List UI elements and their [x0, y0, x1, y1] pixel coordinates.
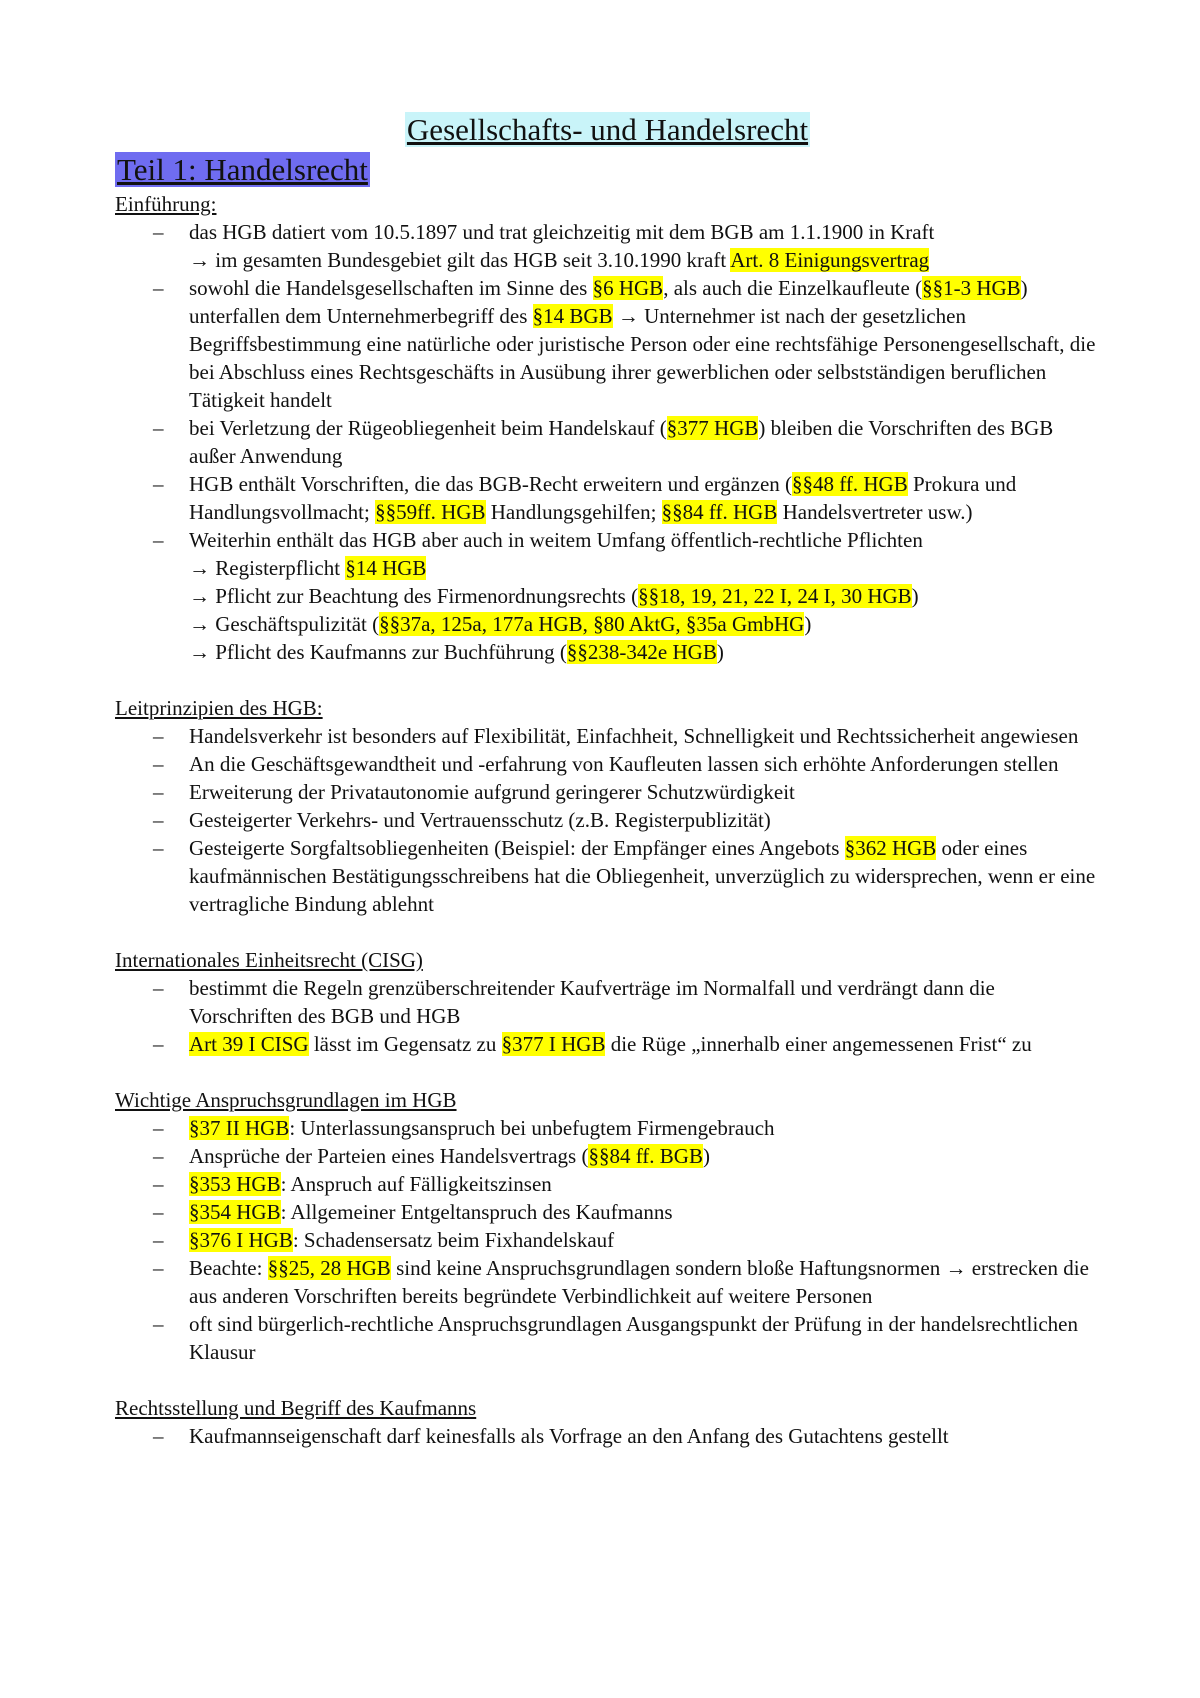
part-title: Teil 1: Handelsrecht: [117, 152, 368, 187]
list-item: – §354 HGB: Allgemeiner Entgeltanspruch des Kaufmanns: [115, 1198, 1100, 1226]
law-reference: §377 HGB: [666, 416, 759, 440]
einfuehrung-list: [115, 218, 1100, 666]
law-reference: §353 HGB: [189, 1172, 281, 1196]
law-reference: §§25, 28 HGB: [267, 1256, 391, 1280]
section-heading-anspruchsgrundlagen: Wichtige Anspruchsgrundlagen im HGB: [115, 1088, 457, 1112]
list-item: – §353 HGB: Anspruch auf Fälligkeitszinsen: [115, 1170, 1100, 1198]
law-reference: §354 HGB: [189, 1200, 281, 1224]
list-item: – Beachte: §§25, 28 HGB sind keine Anspruchsgrundlagen sondern bloße Haftungsnormen → erstrecken die aus anderen Vorschriften bereits begründete Verbindlichkeit auf weitere Personen: [115, 1254, 1100, 1310]
list-item: – §376 I HGB: Schadensersatz beim Fixhandelskauf: [115, 1226, 1100, 1254]
list-item: – bestimmt die Regeln grenzüberschreitender Kaufverträge im Normalfall und verdrängt dann die Vorschriften des BGB und HGB: [115, 974, 1100, 1030]
leitprinzipien-list: [115, 722, 1100, 918]
section-heading-einfuehrung: Einführung:: [115, 192, 217, 216]
cisg-list: [115, 974, 1100, 1058]
law-reference: §376 I HGB: [189, 1228, 293, 1252]
law-reference: §362 HGB: [844, 836, 937, 860]
sub-line: → Registerpflicht §14 HGB: [189, 556, 427, 580]
law-reference: §§18, 19, 21, 22 I, 24 I, 30 HGB: [638, 584, 912, 608]
law-reference: §§37a, 125a, 177a HGB, §80 AktG, §35a GmbHG: [379, 612, 805, 636]
law-reference: §6 HGB: [592, 276, 664, 300]
law-reference: §§48 ff. HGB: [792, 472, 908, 496]
list-item: – §37 II HGB: Unterlassungsanspruch bei unbefugtem Firmengebrauch: [115, 1114, 1100, 1142]
list-item: – An die Geschäftsgewandtheit und -erfahrung von Kaufleuten lassen sich erhöhte Anforderungen stellen: [115, 750, 1100, 778]
list-item: – bei Verletzung der Rügeobliegenheit beim Handelskauf (§377 HGB) bleiben die Vorschriften des BGB außer Anwendung: [115, 414, 1100, 470]
law-reference: §§59ff. HGB: [375, 500, 486, 524]
section-heading-leitprinzipien: Leitprinzipien des HGB:: [115, 696, 323, 720]
list-item: – HGB enthält Vorschriften, die das BGB-Recht erweitern und ergänzen (§§48 ff. HGB Prokura und Handlungsvollmacht; §§59ff. HGB Handlungsgehilfen; §§84 ff. HGB Handelsvertreter usw.): [115, 470, 1100, 526]
list-item: – Gesteigerter Verkehrs- und Vertrauensschutz (z.B. Registerpublizität): [115, 806, 1100, 834]
sub-line: → Geschäftspulizität (§§37a, 125a, 177a HGB, §80 AktG, §35a GmbHG): [189, 612, 812, 636]
list-item: – das HGB datiert vom 10.5.1897 und trat gleichzeitig mit dem BGB am 1.1.1900 in Kraft → im gesamten Bundesgebiet gilt das HGB seit 3.10.1990 kraft Art. 8 Einigungsvertrag: [115, 218, 1100, 274]
law-reference: §37 II HGB: [189, 1116, 290, 1140]
list-item: – Handelsverkehr ist besonders auf Flexibilität, Einfachheit, Schnelligkeit und Rechtssicherheit angewiesen: [115, 722, 1100, 750]
list-item: – Gesteigerte Sorgfaltsobliegenheiten (Beispiel: der Empfänger eines Angebots §362 HGB oder eines kaufmännischen Bestätigungsschreibens hat die Obliegenheit, unverzüglich zu widersprechen, wenn er eine vertragliche Bindung ablehnt: [115, 834, 1100, 918]
list-item: – Weiterhin enthält das HGB aber auch in weitem Umfang öffentlich-rechtliche Pflichten → Registerpflicht §14 HGB → Pflicht zur Beachtung des Firmenordnungsrechts (§§18, 19, 21, 22 I, 24 I, 30 HGB) → Geschäftspulizität (§§37a, 125a, 177a HGB, §80 AktG, §35a GmbHG) → Pflicht des Kaufmanns zur Buchführung (§§238-342e HGB): [115, 526, 1100, 666]
law-reference: §§1-3 HGB: [922, 276, 1021, 300]
law-reference: §14 BGB: [532, 304, 613, 328]
law-reference: Art. 8 Einigungsvertrag: [730, 248, 930, 272]
sub-line: → Pflicht des Kaufmanns zur Buchführung (§§238-342e HGB): [189, 640, 724, 664]
list-item: – Kaufmannseigenschaft darf keinesfalls als Vorfrage an den Anfang des Gutachtens gestellt: [115, 1422, 1100, 1450]
law-reference: §§84 ff. BGB: [588, 1144, 703, 1168]
section-heading-cisg: Internationales Einheitsrecht (CISG): [115, 948, 423, 972]
list-item: – sowohl die Handelsgesellschaften im Sinne des §6 HGB, als auch die Einzelkaufleute (§§1-3 HGB) unterfallen dem Unternehmerbegriff des §14 BGB → Unternehmer ist nach der gesetzlichen Begriffsbestimmung eine natürliche oder juristische Person oder eine rechtsfähige Personengesellschaft, die bei Abschluss eines Rechtsgeschäfts in Ausübung ihrer gewerblichen oder selbstständigen beruflichen Tätigkeit handelt: [115, 274, 1100, 414]
list-item: – Erweiterung der Privatautonomie aufgrund geringerer Schutzwürdigkeit: [115, 778, 1100, 806]
kaufmann-list: [115, 1422, 1100, 1450]
law-reference: §§238-342e HGB: [566, 640, 717, 664]
list-item: – oft sind bürgerlich-rechtliche Anspruchsgrundlagen Ausgangspunkt der Prüfung in der handelsrechtlichen Klausur: [115, 1310, 1100, 1366]
list-item: – Ansprüche der Parteien eines Handelsvertrags (§§84 ff. BGB): [115, 1142, 1100, 1170]
law-reference: §14 HGB: [345, 556, 427, 580]
section-heading-kaufmann: Rechtsstellung und Begriff des Kaufmanns: [115, 1396, 477, 1420]
sub-line: → Pflicht zur Beachtung des Firmenordnungsrechts (§§18, 19, 21, 22 I, 24 I, 30 HGB): [189, 584, 919, 608]
law-reference: §§84 ff. HGB: [661, 500, 778, 524]
document-title: Gesellschafts- und Handelsrecht: [406, 112, 809, 147]
law-reference: §377 I HGB: [501, 1032, 606, 1056]
anspruch-list: [115, 1114, 1100, 1366]
list-item: – Art 39 I CISG lässt im Gegensatz zu §377 I HGB die Rüge „innerhalb einer angemessenen Frist“ zu: [115, 1030, 1100, 1058]
law-reference: Art 39 I CISG: [189, 1032, 309, 1056]
